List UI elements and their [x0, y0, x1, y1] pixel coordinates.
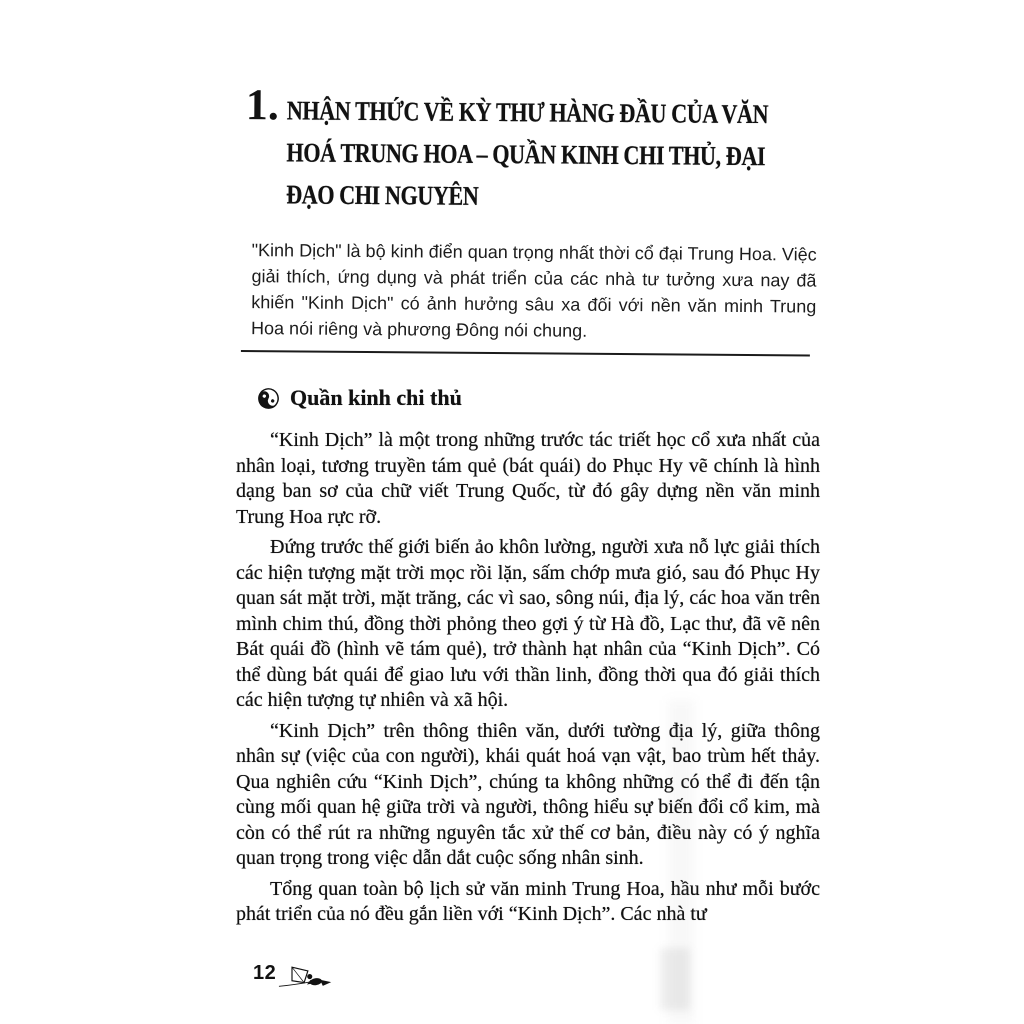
- body-paragraph: “Kinh Dịch” trên thông thiên văn, dưới tường địa lý, giữa thông nhân sự (việc của con người), khái quát hoá vạn vật, bao trùm hết thảy. Qua nghiên cứu “Kinh Dịch”, chúng ta không những có thể đi đến tận cùng mối quan hệ giữa trời và người, thông hiểu sự biến đổi cổ kim, mà còn có thể rút ra những nguyên tắc xử thế cơ bản, điều này có ý nghĩa quan trọng trong việc dẫn dắt cuộc sống nhân sinh.: [236, 719, 820, 869]
- chapter-number: 1.: [245, 80, 280, 130]
- chapter-title-line: NHẬN THỨC VỀ KỲ THƯ HÀNG ĐẦU CỦA VĂN: [286, 95, 769, 130]
- chapter-heading: [235, 80, 820, 220]
- body-paragraph: Tổng quan toàn bộ lịch sử văn minh Trung Hoa, hầu như mỗi bước phát triển của nó đều gắn liền với “Kinh Dịch”. Các nhà tư: [236, 877, 820, 925]
- page-number: 12: [253, 962, 277, 984]
- page-footer: [253, 958, 334, 994]
- section-title: Quần kinh chi thủ: [290, 385, 462, 410]
- yin-yang-icon: [254, 384, 283, 413]
- body-paragraph: Đứng trước thế giới biến ảo khôn lường, người xưa nỗ lực giải thích các hiện tượng mặt trời mọc rồi lặn, sấm chớp mưa gió, sau đó Phục Hy quan sát mặt trời, mặt trăng, các vì sao, sông núi, địa lý, các hoa văn trên mình chim thú, đồng thời phỏng theo gợi ý từ Hà đồ, Lạc thư, đã vẽ nên Bát quái đồ (hình vẽ tám quẻ), trở thành hạt nhân của “Kinh Dịch”. Có thể dùng bát quái để giao lưu với thần linh, đồng thời qua đó giải thích các hiện tượng tự nhiên và xã hội.: [236, 536, 820, 711]
- chapter-title-line: HOÁ TRUNG HOA – QUẦN KINH CHI THỦ, ĐẠI: [286, 137, 766, 172]
- chapter-title-line: ĐẠO CHI NGUYÊN: [286, 179, 479, 211]
- chapter-title: [286, 89, 820, 219]
- section-heading: [258, 386, 462, 410]
- divider-rule: [241, 350, 810, 356]
- scan-smudge-artifact: [660, 948, 690, 1010]
- chapter-abstract: "Kinh Dịch" là bộ kinh điển quan trọng nhất thời cổ đại Trung Hoa. Việc giải thích, ứng dụng và phát triển của các nhà tư tưởng xưa nay đã khiến "Kinh Dịch" có ảnh hưởng sâu xa đối với nền văn minh Trung Hoa nói riêng và phương Đông nói chung.: [251, 240, 817, 341]
- body-paragraph: “Kinh Dịch” là một trong những trước tác triết học cổ xưa nhất của nhân loại, tương truyền tám quẻ (bát quái) do Phục Hy vẽ chính là hình dạng ban sơ của chữ viết Trung Quốc, từ đó gây dựng nền văn minh Trung Hoa rực rỡ.: [236, 429, 820, 528]
- body-text-column: [236, 428, 820, 933]
- chapter-header-block: [234, 80, 820, 357]
- fisherman-ornament-icon: [278, 960, 334, 994]
